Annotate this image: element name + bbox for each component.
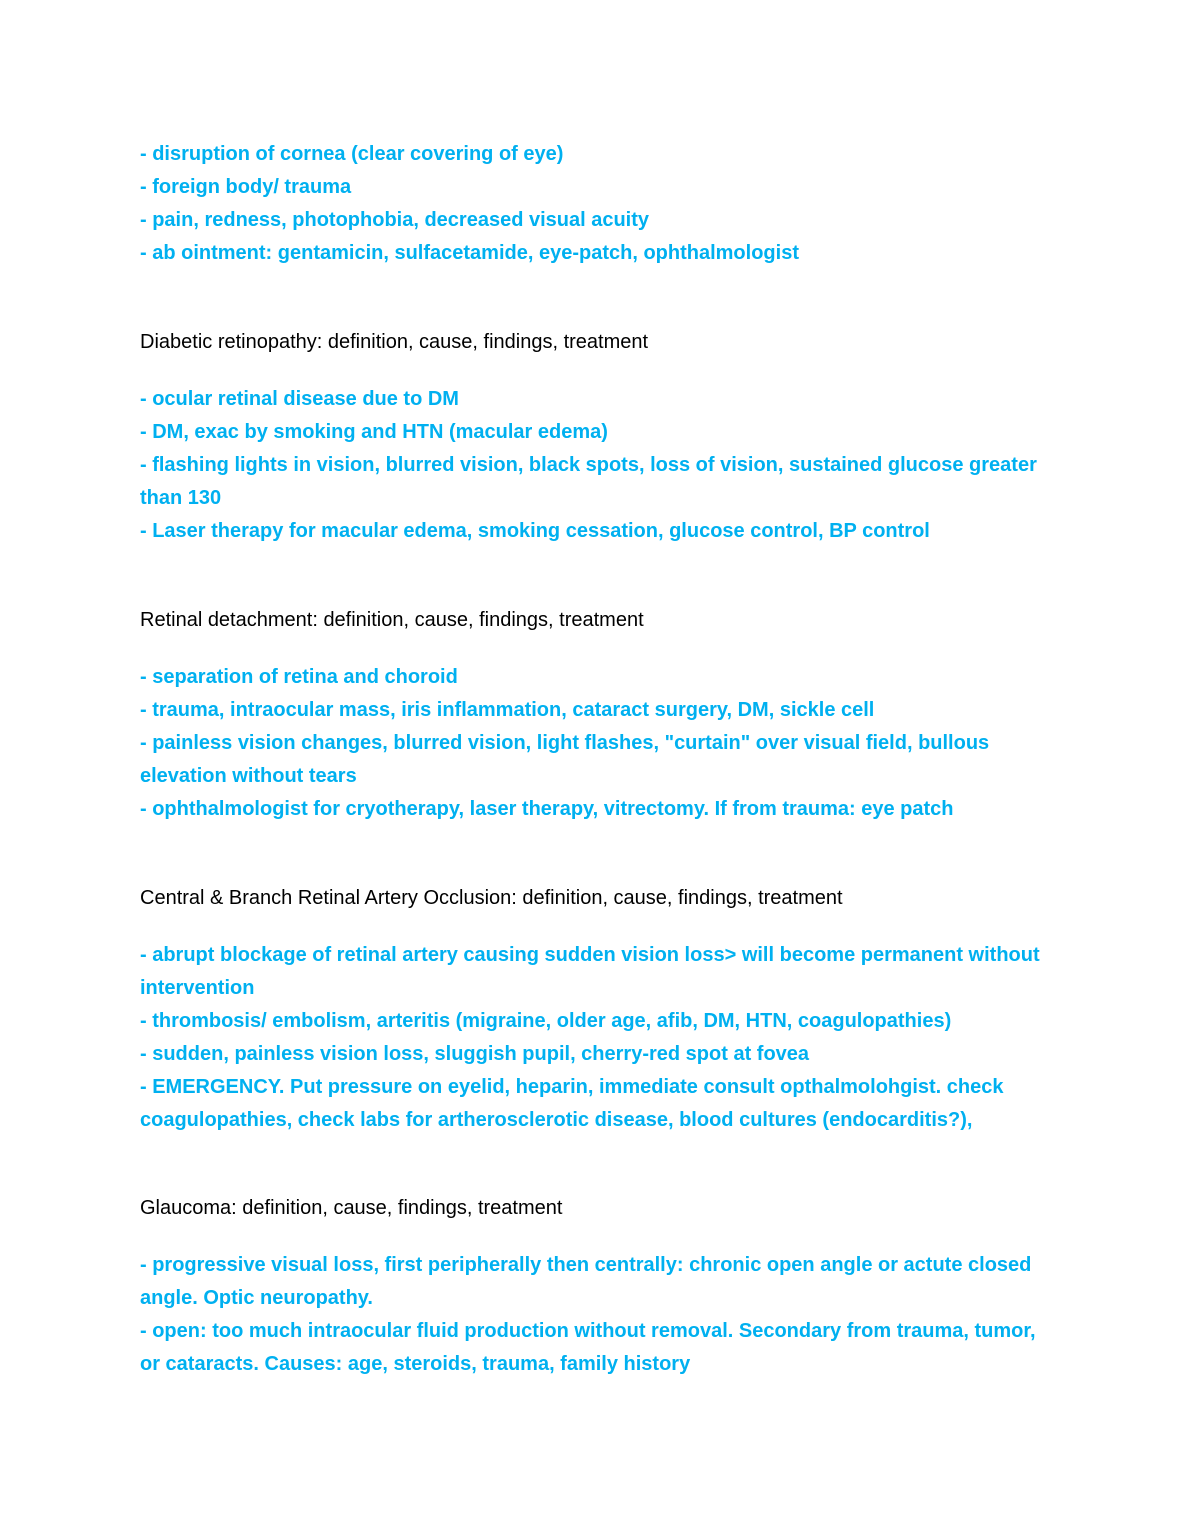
answer-line: - ab ointment: gentamicin, sulfacetamide, eye-patch, ophthalmologist (140, 242, 799, 264)
answer-line: - ocular retinal disease due to DM (140, 388, 459, 410)
question-glaucoma: Glaucoma: definition, cause, findings, treatment (140, 1197, 563, 1219)
answer-line: - pain, redness, photophobia, decreased visual acuity (140, 209, 650, 231)
question-retinal-detachment: Retinal detachment: definition, cause, findings, treatment (140, 609, 644, 631)
answer-line: - trauma, intraocular mass, iris inflammation, cataract surgery, DM, sickle cell (140, 699, 875, 721)
answer-line: - DM, exac by smoking and HTN (macular edema) (140, 421, 608, 443)
glaucoma-answers (140, 1249, 1050, 1381)
corneal-abrasion-answers (140, 138, 1050, 270)
answer-line: - disruption of cornea (clear covering of eye) (140, 143, 564, 165)
answer-line: - progressive visual loss, first peripherally then centrally: chronic open angle or actute closed angle. Optic neuropathy. (140, 1254, 1032, 1309)
answer-line: - separation of retina and choroid (140, 666, 458, 688)
answer-line: - sudden, painless vision loss, sluggish pupil, cherry-red spot at fovea (140, 1043, 810, 1065)
retinal-artery-occlusion-answers (140, 939, 1050, 1137)
answer-line: - EMERGENCY. Put pressure on eyelid, heparin, immediate consult opthalmolohgist. check coagulopathies, check labs for artherosclerotic disease, blood cultures (endocarditis?), (140, 1076, 1004, 1131)
answer-line: - ophthalmologist for cryotherapy, laser therapy, vitrectomy. If from trauma: eye patch (140, 798, 954, 820)
question-diabetic-retinopathy: Diabetic retinopathy: definition, cause, findings, treatment (140, 331, 649, 353)
answer-line: - flashing lights in vision, blurred vision, black spots, loss of vision, sustained glucose greater than 130 (140, 454, 1037, 509)
answer-line: - abrupt blockage of retinal artery causing sudden vision loss> will become permanent without intervention (140, 944, 1040, 999)
answer-line: - foreign body/ trauma (140, 176, 352, 198)
answer-line: - thrombosis/ embolism, arteritis (migraine, older age, afib, DM, HTN, coagulopathies) (140, 1010, 952, 1032)
answer-line: - painless vision changes, blurred vision, light flashes, "curtain" over visual field, bullous elevation without tears (140, 732, 990, 787)
answer-line: - open: too much intraocular fluid production without removal. Secondary from trauma, tumor, or cataracts. Causes: age, steroids, trauma, family history (140, 1320, 1036, 1375)
retinal-detachment-answers (140, 661, 1050, 826)
diabetic-retinopathy-answers (140, 383, 1050, 548)
answer-line: - Laser therapy for macular edema, smoking cessation, glucose control, BP control (140, 520, 930, 542)
question-retinal-artery-occlusion: Central & Branch Retinal Artery Occlusion: definition, cause, findings, treatment (140, 887, 843, 909)
